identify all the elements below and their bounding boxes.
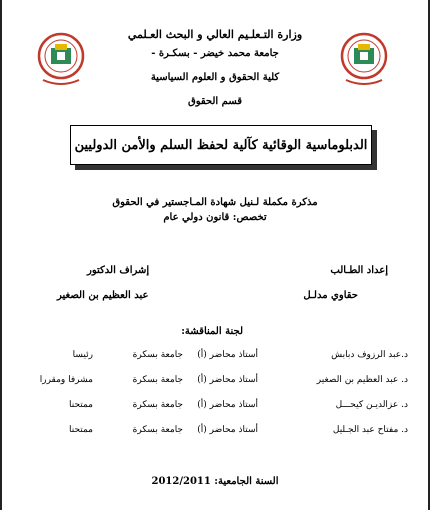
ministry-line: وزارة التـعلـيم العالي و البحث العـلمي	[127, 28, 303, 41]
jury-member-rank: أستاذ محاضر (أ)	[197, 350, 258, 360]
jury-member-role: مشرفا ومقررا	[39, 375, 93, 385]
jury-member-name: د. عزالديـن كيحـــل	[335, 400, 408, 410]
faculty-line: كلية الحقوق و العلوم السياسية	[150, 72, 280, 83]
jury-member-university: جامعة بسكرة	[132, 375, 183, 385]
memo-line: مذكرة مكملة لـنيل شهادة المـاجستير في الحقوق	[112, 197, 318, 208]
supervision-label: إشراف الدكتور	[87, 265, 150, 276]
jury-member-rank: أستاذ محاضر (أ)	[197, 375, 258, 385]
jury-member-role: رئيسا	[72, 350, 93, 360]
jury-member-university: جامعة بسكرة	[132, 425, 183, 435]
jury-row	[2, 350, 428, 366]
jury-label: لجنة المناقشة:	[181, 326, 243, 337]
jury-member-name: د.عبد الرزوف دبابش	[331, 350, 408, 360]
jury-member-role: ممتحنا	[68, 425, 93, 435]
thesis-title: الدبلوماسية الوقائية كآلية لحفظ السلم والأمن الدوليين	[70, 125, 372, 165]
preparation-label: إعداد الطـالب	[330, 265, 388, 276]
university-line: جامعة محمد خيضر - بسكـرة -	[151, 48, 279, 59]
department-line: قسم الحقوق	[187, 96, 243, 107]
jury-member-name: د. مفتاح عبد الجـليل	[332, 425, 408, 435]
jury-member-university: جامعة بسكرة	[132, 400, 183, 410]
jury-member-university: جامعة بسكرة	[132, 350, 183, 360]
academic-year: السنة الجامعية: 2012/2011	[151, 476, 279, 487]
jury-member-name: د. عبد العظيم بن الصغير	[316, 375, 408, 385]
jury-member-rank: أستاذ محاضر (أ)	[197, 400, 258, 410]
specialty-line: تخصص: قانون دولي عام	[163, 212, 267, 223]
jury-member-role: ممتحنا	[68, 400, 93, 410]
jury-row	[2, 375, 428, 391]
jury-member-rank: أستاذ محاضر (أ)	[197, 425, 258, 435]
supervisor-name: عبد العظيم بن الصغير	[57, 290, 149, 301]
jury-row	[2, 400, 428, 416]
jury-row	[2, 425, 428, 441]
student-name: حقاوي مدلـل	[303, 290, 358, 301]
